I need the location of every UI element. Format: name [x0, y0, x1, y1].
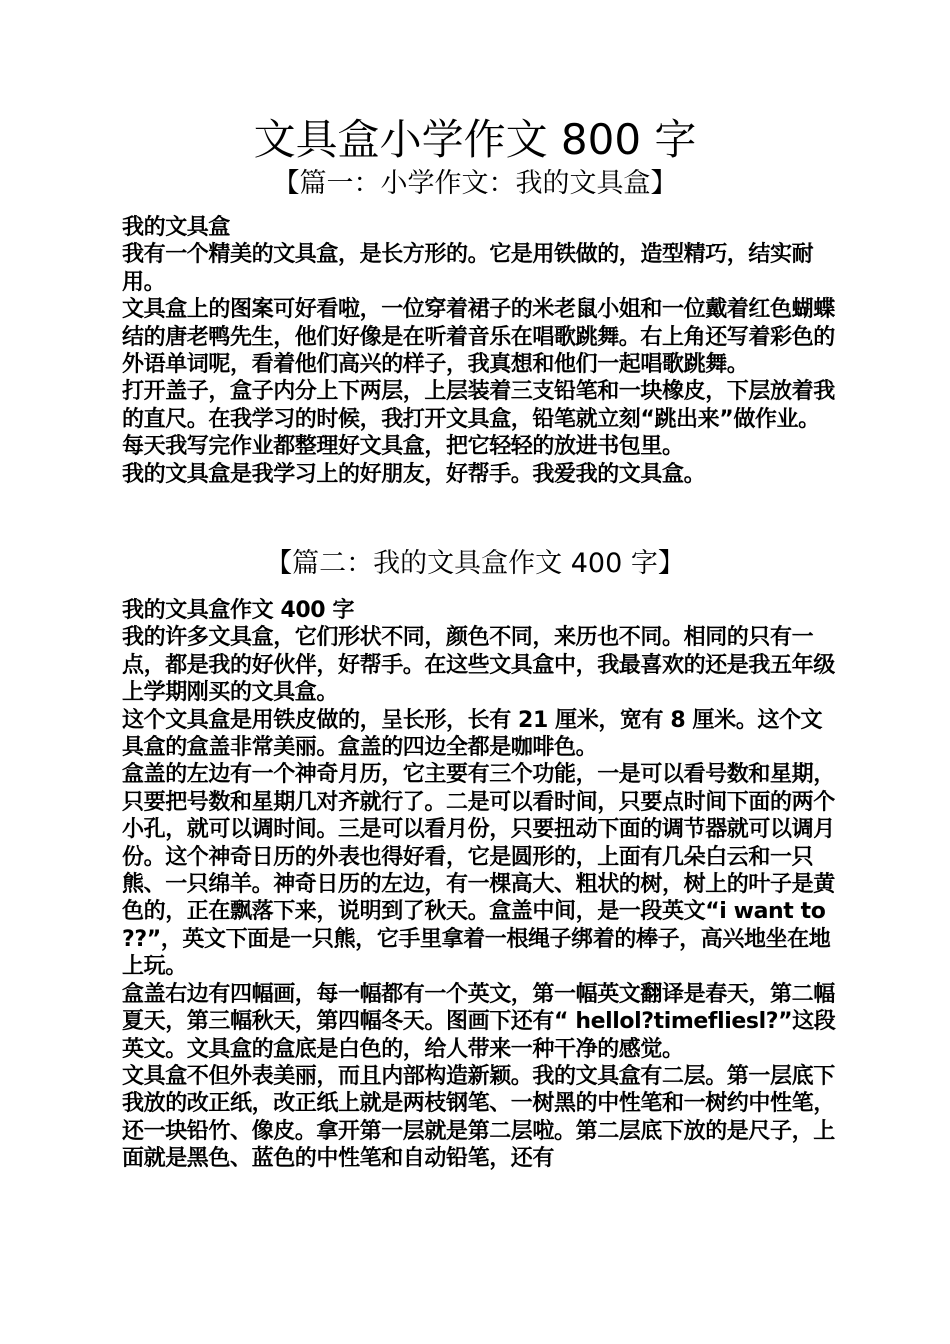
- section-2-heading: 【篇二：我的文具盒作文 400 字】: [265, 548, 685, 579]
- section-1-body: [116, 214, 838, 488]
- document-title: 文具盒小学作文 800 字: [253, 115, 697, 164]
- section-2-paragraph: 我的许多文具盒，它们形状不同，颜色不同，来历也不同。相同的只有一点，都是我的好伙伴，好帮手。在这些文具盒中，我最喜欢的还是我五年级上学期刚买的文具盒。: [122, 625, 835, 706]
- section-2-paragraph: 这个文具盒是用铁皮做的，呈长形，长有 21 厘米，宽有 8 厘米。这个文具盒的盒盖非常美丽。盒盖的四边全都是咖啡色。: [122, 707, 823, 761]
- section-2-paragraph: 盒盖的左边有一个神奇月历，它主要有三个功能，一是可以看号数和星期，只要把号数和星期几对齐就行了。二是可以看时间，只要点时间下面的两个小孔，就可以调时间。三是可以看月份，只要扭动下面的调节器就可以调月份。这个神奇日历的外表也得好看，它是圆形的，上面有几朵白云和一只熊、一只绵羊。神奇日历的左边，有一棵高大、粗状的树，树上的叶子是黄色的，正在飘落下来，说明到了秋天。盒盖中间，是一段英文“i want to ??”，英文下面是一只熊，它手里拿着一根绳子绑着的棒子，高兴地坐在地上玩。: [122, 762, 835, 980]
- section-2-body: [116, 597, 838, 1173]
- section-1-paragraph: 我的文具盒是我学习上的好朋友，好帮手。我爱我的文具盒。: [122, 461, 706, 487]
- section-1-paragraph: 文具盒上的图案可好看啦，一位穿着裙子的米老鼠小姐和一位戴着红色蝴蝶结的唐老鸭先生，他们好像是在听着音乐在唱歌跳舞。右上角还写着彩色的外语单词呢，看着他们高兴的样子，我真想和他们一起唱歌跳舞。: [122, 297, 835, 378]
- section-1-heading: 【篇一：小学作文：我的文具盒】: [272, 168, 678, 199]
- section-2-paragraph: 我的文具盒作文 400 字: [122, 598, 355, 623]
- section-1-paragraph: 打开盖子，盒子内分上下两层，上层装着三支铅笔和一块橡皮，下层放着我的直尺。在我学习的时候，我打开文具盒，铅笔就立刻“跳出来”做作业。每天我写完作业都整理好文具盒，把它轻轻的放进书包里。: [122, 379, 835, 460]
- section-1-paragraph: 我有一个精美的文具盒，是长方形的。它是用铁做的，造型精巧，结实耐用。: [122, 242, 814, 295]
- section-2-paragraph: 文具盒不但外表美丽，而且内部构造新颖。我的文具盒有二层。第一层底下我放的改正纸，改正纸上就是两枝钢笔、一树黑的中性笔和一树约中性笔，还一块铅竹、像皮。拿开第一层就是第二层啦。第二层底下放的是尺子，上面就是黑色、蓝色的中性笔和自动铅笔，还有: [122, 1063, 835, 1172]
- section-2-paragraph: 盒盖右边有四幅画，每一幅都有一个英文，第一幅英文翻译是春天，第二幅夏天，第三幅秋天，第四幅冬天。图画下还有“ hellol?timefliesl?”这段英文。文具盒的盒底是白色的，给人带来一种干净的感觉。: [122, 981, 836, 1062]
- section-1-paragraph: 我的文具盒: [122, 215, 231, 240]
